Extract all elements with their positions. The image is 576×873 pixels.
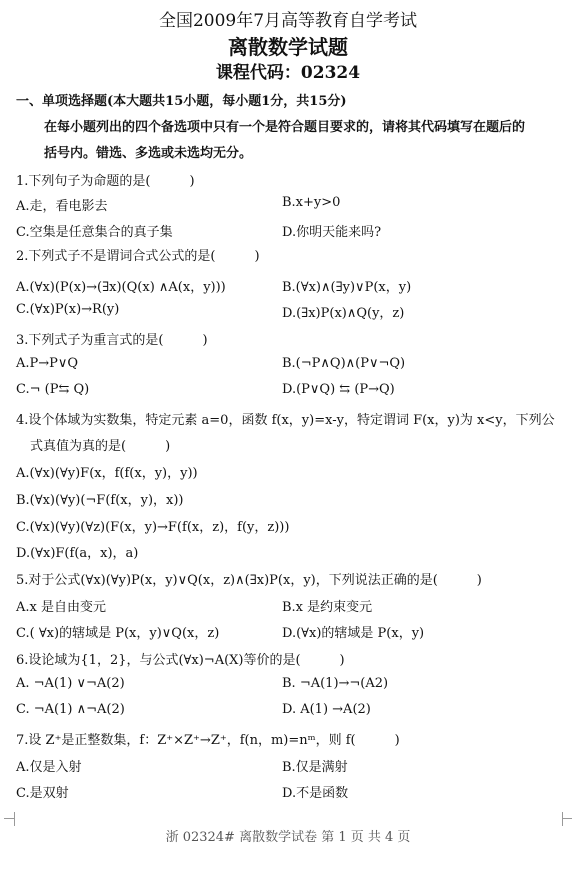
q5-option-a: A.x 是自由变元 — [16, 600, 106, 615]
q3-option-a: A.P→P∨Q — [16, 356, 79, 371]
question-3-stem: 3.下列式子为重言式的是( ) — [16, 333, 208, 348]
question-6-stem: 6.设论域为{1，2}，与公式(∀x)¬A(X)等价的是( ) — [16, 653, 345, 668]
question-7-stem: 7.设 Z⁺是正整数集，f：Z⁺×Z⁺→Z⁺，f(n，m)=nᵐ，则 f( ) — [16, 733, 400, 748]
q1-option-c: C.空集是任意集合的真子集 — [16, 225, 173, 240]
q6-option-c: C. ¬A(1) ∧¬A(2) — [16, 702, 125, 717]
section-instruction-2: 括号内。错选、多选或未选均无分。 — [44, 146, 253, 161]
question-4-stem-line2: 式真值为真的是( ) — [30, 439, 171, 454]
crop-mark — [4, 818, 14, 819]
q2-option-c: C.(∀x)P(x)→R(y) — [16, 302, 120, 317]
page-footer: 浙 02324# 离散数学试卷 第 1 页 共 4 页 — [165, 830, 411, 845]
question-4-stem-line1: 4.设个体域为实数集，特定元素 a=0，函数 f(x，y)=x-y，特定谓词 F(x，y)为 x<y，下列公 — [16, 413, 555, 428]
q2-option-a: A.(∀x)(P(x)→(∃x)(Q(x) ∧A(x，y))) — [16, 280, 226, 295]
question-2-stem: 2.下列式子不是谓词合式公式的是( ) — [16, 249, 260, 264]
exam-title: 全国2009年7月高等教育自学考试 — [158, 11, 418, 31]
course-code: 课程代码：02324 — [215, 63, 361, 83]
q6-option-a: A. ¬A(1) ∨¬A(2) — [16, 676, 125, 691]
crop-mark — [562, 812, 563, 826]
section-instruction-1: 在每小题列出的四个备选项中只有一个是符合题目要求的，请将其代码填写在题后的 — [44, 120, 526, 135]
question-1-stem: 1.下列句子为命题的是( ) — [16, 174, 195, 189]
q4-option-c: C.(∀x)(∀y)(∀z)(F(x，y)→F(f(x，z)，f(y，z))) — [16, 520, 290, 535]
q3-option-d: D.(P∨Q) ⇆ (P→Q) — [282, 382, 395, 397]
q5-option-d: D.(∀x)的辖域是 P(x，y) — [282, 626, 425, 641]
q3-option-c: C.¬ (P⇆ Q) — [16, 382, 90, 397]
q5-option-c: C.( ∀x)的辖域是 P(x，y)∨Q(x，z) — [16, 626, 220, 641]
subject-title: 离散数学试题 — [228, 35, 348, 59]
q7-option-c: C.是双射 — [16, 786, 69, 801]
q1-option-a: A.走，看电影去 — [16, 199, 108, 214]
q6-option-b: B. ¬A(1)→¬(A2) — [282, 676, 389, 691]
question-5-stem: 5.对于公式(∀x)(∀y)P(x，y)∨Q(x，z)∧(∃x)P(x，y)，下列说法正确的是( ) — [16, 573, 482, 588]
crop-mark — [14, 812, 15, 826]
q1-option-b: B.x+y>0 — [282, 195, 341, 210]
q1-option-d: D.你明天能来吗? — [282, 225, 382, 240]
q4-option-d: D.(∀x)F(f(a，x)，a) — [16, 546, 139, 561]
q7-option-a: A.仅是入射 — [16, 760, 82, 775]
q4-option-a: A.(∀x)(∀y)F(x，f(f(x，y)，y)) — [16, 466, 198, 481]
q4-option-b: B.(∀x)(∀y)(¬F(f(x，y)，x)) — [16, 493, 184, 508]
crop-mark — [562, 818, 572, 819]
q5-option-b: B.x 是约束变元 — [282, 600, 373, 615]
q7-option-b: B.仅是满射 — [282, 760, 348, 775]
section-heading: 一、单项选择题(本大题共15小题，每小题1分，共15分) — [16, 94, 347, 109]
q7-option-d: D.不是函数 — [282, 786, 349, 801]
q2-option-b: B.(∀x)∧(∃y)∨P(x，y) — [282, 280, 412, 295]
q2-option-d: D.(∃x)P(x)∧Q(y，z) — [282, 306, 405, 321]
q3-option-b: B.(¬P∧Q)∧(P∨¬Q) — [282, 356, 406, 371]
q6-option-d: D. A(1) →A(2) — [282, 702, 371, 717]
